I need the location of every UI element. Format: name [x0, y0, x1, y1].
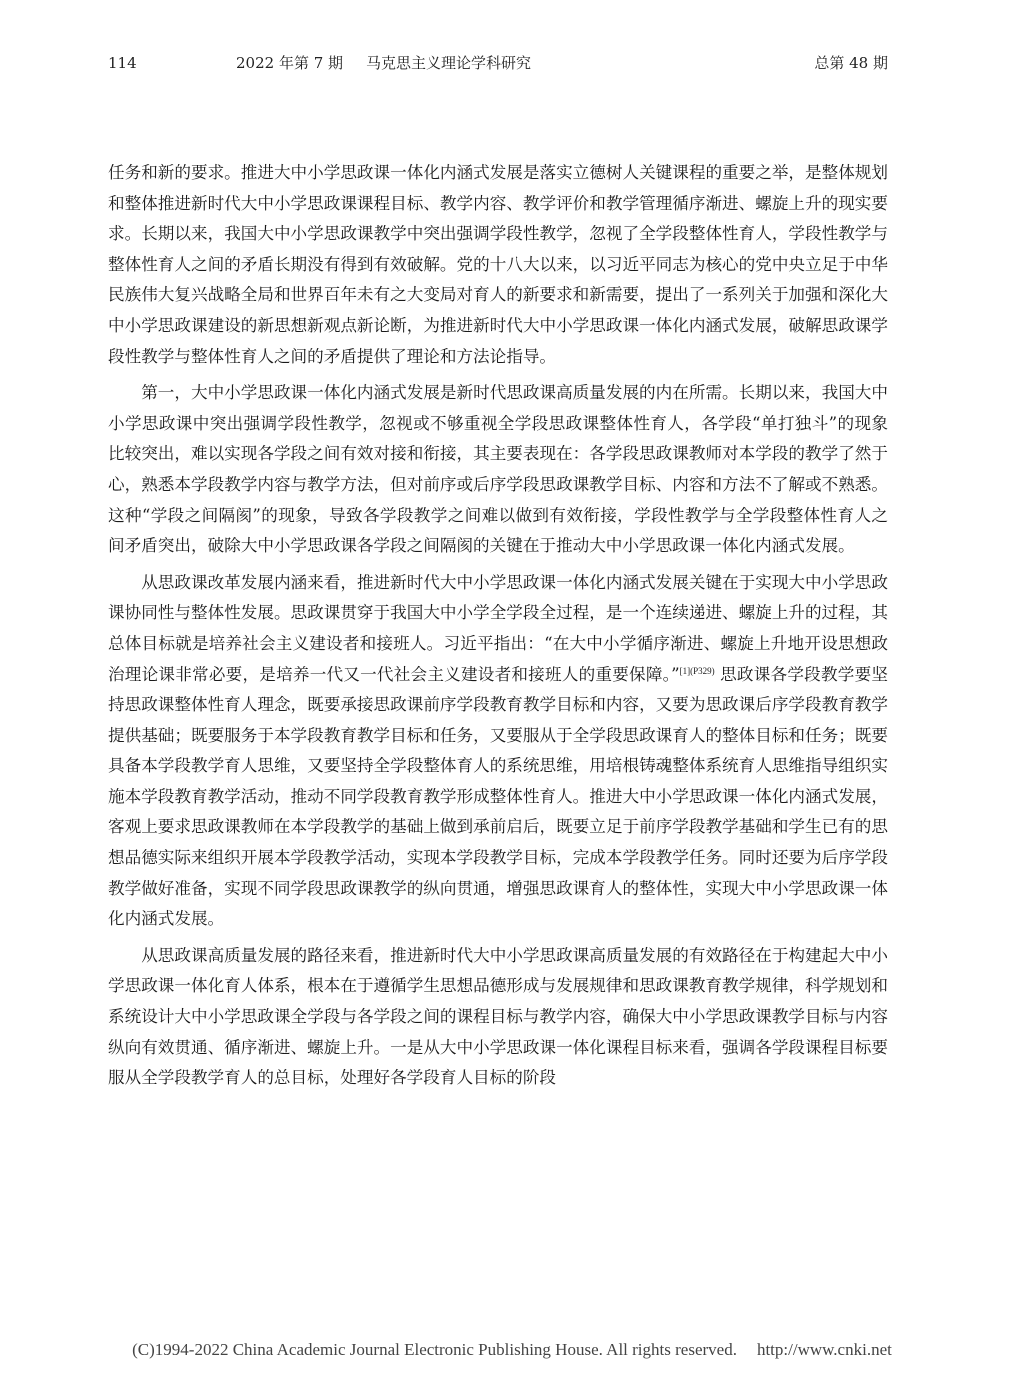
page-number: 114	[108, 54, 137, 72]
total-issue-label: 总第 48 期	[814, 54, 888, 72]
paragraph-high-quality-path: 从思政课高质量发展的路径来看，推进新时代大中小学思政课高质量发展的有效路径在于构建起大中小学思政课一体化育人体系，根本在于遵循学生思想品德形成与发展规律和思政课教育教学规律，科学规划和系统设计大中小学思政课全学段与各学段之间的课程目标与教学内容，确保大中小学思政课教学目标与内容纵向有效贯通、循序渐进、螺旋上升。一是从大中小学思政课一体化课程目标来看，强调各学段课程目标要服从全学段教学育人的总目标，处理好各学段育人目标的阶段	[108, 945, 888, 1088]
copyright-footer	[0, 1338, 1024, 1362]
copyright-notice: (C)1994-2022 China Academic Journal Electronic Publishing House. All rights reserved.	[132, 1340, 737, 1359]
journal-title: 马克思主义理论学科研究	[366, 54, 532, 72]
paragraph-first-point: 第一，大中小学思政课一体化内涵式发展是新时代思政课高质量发展的内在所需。长期以来，我国大中小学思政课中突出强调学段性教学，忽视或不够重视全学段思政课整体性育人，各学段“单打独斗”的现象比较突出，难以实现各学段之间有效对接和衔接，其主要表现在：各学段思政课教师对本学段的教学了然于心，熟悉本学段教学内容与教学方法，但对前序或后序学段思政课教学目标、内容和方法不了解或不熟悉。这种“学段之间隔阂”的现象，导致各学段教学之间难以做到有效衔接，学段性教学与全学段整体性育人之间矛盾突出，破除大中小学思政课各学段之间隔阂的关键在于推动大中小学思政课一体化内涵式发展。	[108, 383, 888, 556]
running-header	[108, 52, 888, 74]
issue-label: 2022 年第 7 期	[236, 54, 344, 72]
cnki-link[interactable]: http://www.cnki.net	[756, 1340, 892, 1359]
paragraph-reform-connotation	[108, 568, 888, 935]
paragraph-text-after-citation: 思政课各学段教学要坚持思政课整体性育人理念，既要承接思政课前序学段教育教学目标和内容，又要为思政课后序学段教育教学提供基础；既要服务于本学段教育教学目标和任务，又要服从于全学段思政课育人的整体目标和任务；既要具备本学段教学育人思维，又要坚持全学段整体育人的系统思维，用培根铸魂整体系统育人思维指导组织实施本学段教育教学活动，推动不同学段教育教学形成整体性育人。推进大中小学思政课一体化内涵式发展，客观上要求思政课教师在本学段教学的基础上做到承前启后，既要立足于前序学段教学基础和学生已有的思想品德实际来组织开展本学段教学活动，实现本学段教学目标，完成本学段教学任务。同时还要为后序学段教学做好准备，实现不同学段思政课教学的纵向贯通，增强思政课育人的整体性，实现大中小学思政课一体化内涵式发展。	[108, 664, 888, 929]
article-body	[108, 158, 888, 1100]
paragraph-continued: 任务和新的要求。推进大中小学思政课一体化内涵式发展是落实立德树人关键课程的重要之举，是整体规划和整体推进新时代大中小学思政课课程目标、教学内容、教学评价和教学管理循序渐进、螺旋上升的现实要求。长期以来，我国大中小学思政课教学中突出强调学段性教学，忽视了全学段整体性育人，学段性教学与整体性育人之间的矛盾长期没有得到有效破解。党的十八大以来，以习近平同志为核心的党中央立足于中华民族伟大复兴战略全局和世界百年未有之大变局对育人的新要求和新需要，提出了一系列关于加强和深化大中小学思政课建设的新思想新观点新论断，为推进新时代大中小学思政课一体化内涵式发展，破解思政课学段性教学与整体性育人之间的矛盾提供了理论和方法论指导。	[108, 163, 888, 366]
citation-reference[interactable]: [1](P329)	[679, 665, 715, 676]
paragraph-text-before-citation: 从思政课改革发展内涵来看，推进新时代大中小学思政课一体化内涵式发展关键在于实现大中小学思政课协同性与整体性发展。思政课贯穿于我国大中小学全学段全过程，是一个连续递进、螺旋上升的过程，其总体目标就是培养社会主义建设者和接班人。习近平指出：“在大中小学循序渐进、螺旋上升地开设思想政治理论课非常必要，是培养一代又一代社会主义建设者和接班人的重要保障。”	[108, 572, 888, 684]
